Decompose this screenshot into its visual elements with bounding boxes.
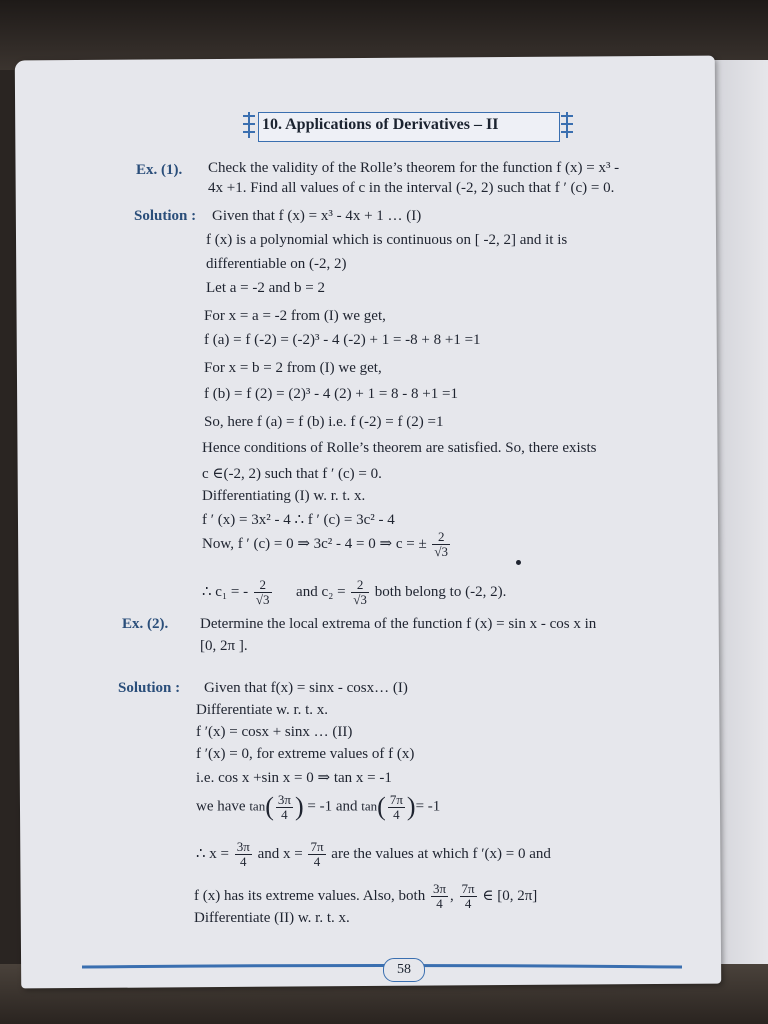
extreme-text: f (x) has its extreme values. Also, both	[194, 887, 426, 904]
sol1-line: Differentiating (I) w. r. t. x.	[202, 488, 366, 504]
chapter-title: 10. Applications of Derivatives – II	[262, 116, 499, 133]
frac-num: 3π	[236, 839, 250, 854]
fraction-7pi-over-4	[460, 882, 477, 911]
sol1-line: Hence conditions of Rolle’s theorem are satisfied. So, there exists	[202, 440, 597, 456]
sol2-line: i.e. cos x +sin x = 0 ⇒ tan x = -1	[196, 770, 392, 786]
fraction-2-over-root3	[351, 578, 369, 607]
sol1-line: c ∈(-2, 2) such that f ′ (c) = 0.	[202, 466, 382, 482]
sol2-line: Given that f(x) = sinx - cosx… (I)	[204, 680, 408, 696]
sol1-line: f (x) is a polynomial which is continuous on [ -2, 2] and it is	[206, 232, 568, 248]
frac-den: 4	[393, 806, 400, 822]
c2-text: and c₂ =	[296, 583, 346, 600]
ex1-label: Ex. (1).	[136, 162, 183, 178]
fraction-3pi-over-4	[235, 840, 252, 869]
c1-text: ∴ c₁ = -	[202, 583, 249, 600]
now-text: Now, f ′ (c) = 0 ⇒ 3c² - 4 = 0 ⇒ c = ±	[202, 535, 427, 552]
sol1-line: Let a = -2 and b = 2	[206, 280, 325, 296]
ornament-left-icon	[240, 110, 258, 140]
frac-den: 4	[281, 806, 288, 822]
right-paren: )	[406, 792, 416, 821]
fraction-7pi-over-4	[308, 840, 325, 869]
values-text: are the values at which f ′(x) = 0 and	[331, 845, 551, 862]
sol1-line: f (b) = f (2) = (2)³ - 4 (2) + 1 = 8 - 8 +1 =1	[204, 386, 458, 402]
chapter-header	[240, 108, 576, 144]
sol1-line: differentiable on (-2, 2)	[206, 256, 347, 272]
frac-num: 2	[351, 578, 369, 593]
sol1-line: Given that f (x) = x³ - 4x + 1 … (I)	[212, 208, 422, 224]
frac-num: 2	[432, 530, 450, 545]
footer-rule	[82, 964, 682, 970]
fraction-2-over-root3	[432, 530, 450, 559]
frac-num: 7π	[310, 839, 324, 854]
we-have-text: we have	[196, 798, 246, 815]
tan-text: tan	[361, 798, 378, 814]
page-number: 58	[383, 958, 425, 982]
frac-den: 4	[240, 854, 247, 869]
therefore-x-text: ∴ x =	[196, 845, 230, 862]
eq-minus1-text: = -1	[415, 798, 441, 815]
sol2-label: Solution :	[118, 680, 181, 696]
fraction-3pi-over-4	[276, 793, 293, 822]
ex2-line1: Determine the local extrema of the function f (x) = sin x - cos x in	[200, 616, 597, 632]
both-belong-text: both belong to (-2, 2).	[374, 583, 507, 600]
ex1-line1: Check the validity of the Rolle’s theorem for the function f (x) = x³ -	[208, 160, 620, 176]
frac-num: 3π	[432, 881, 447, 896]
sol1-line: f ′ (x) = 3x² - 4 ∴ f ′ (c) = 3c² - 4	[202, 512, 395, 528]
frac-num: 7π	[389, 791, 403, 807]
sol2-line: Differentiate w. r. t. x.	[196, 702, 329, 718]
frac-den: √3	[434, 544, 449, 559]
sol1-label: Solution :	[134, 208, 197, 224]
left-paren: (	[377, 792, 386, 821]
eq-minus1-and-text: = -1 and	[307, 798, 358, 815]
frac-den: √3	[353, 592, 367, 607]
frac-den: √3	[255, 592, 270, 607]
sol1-c-values-line	[202, 578, 506, 607]
right-paren: )	[294, 792, 304, 821]
sol2-last-line: Differentiate (II) w. r. t. x.	[194, 910, 350, 926]
ex2-label: Ex. (2).	[122, 616, 169, 632]
sol2-line: f ′(x) = 0, for extreme values of f (x)	[196, 746, 415, 762]
frac-num: 7π	[461, 881, 475, 896]
frac-num: 2	[254, 578, 272, 593]
fraction-7pi-over-4	[388, 793, 405, 822]
sol1-now-line	[202, 530, 452, 559]
frac-den: 4	[464, 896, 472, 911]
frac-den: 4	[313, 854, 321, 869]
sol2-line: f ′(x) = cosx + sinx … (II)	[196, 724, 353, 740]
fraction-3pi-over-4	[431, 882, 448, 911]
frac-num: 3π	[277, 791, 291, 807]
sol1-line: f (a) = f (-2) = (-2)³ - 4 (-2) + 1 = -8 + 8 +1 =1	[204, 332, 481, 348]
sol1-line: So, here f (a) = f (b) i.e. f (-2) = f (2) =1	[204, 414, 444, 430]
sol2-x-values-line	[196, 840, 551, 869]
sol2-tan-line	[196, 792, 440, 822]
sol1-line: For x = b = 2 from (I) we get,	[204, 360, 382, 376]
interval-text: ∈ [0, 2π]	[482, 887, 538, 904]
fraction-2-over-root3	[254, 578, 272, 607]
left-paren: (	[265, 792, 274, 821]
frac-den: 4	[436, 896, 443, 911]
sol1-line: For x = a = -2 from (I) we get,	[204, 308, 386, 324]
sol2-extreme-line: f (x) has its extreme values. Also, both $\frac{3\pi}{4}$ , $\frac{7\pi}{4}$ ∈ [0, 2π]	[194, 881, 538, 911]
ink-dot	[516, 560, 521, 565]
and-x-text: and x =	[257, 845, 303, 862]
ornament-right-icon	[558, 110, 576, 140]
ex2-line2: [0, 2π ].	[200, 638, 248, 654]
ex1-line2: 4x +1. Find all values of c in the interval (-2, 2) such that f ′ (c) = 0.	[208, 180, 615, 196]
tan-text: tan	[249, 798, 266, 814]
